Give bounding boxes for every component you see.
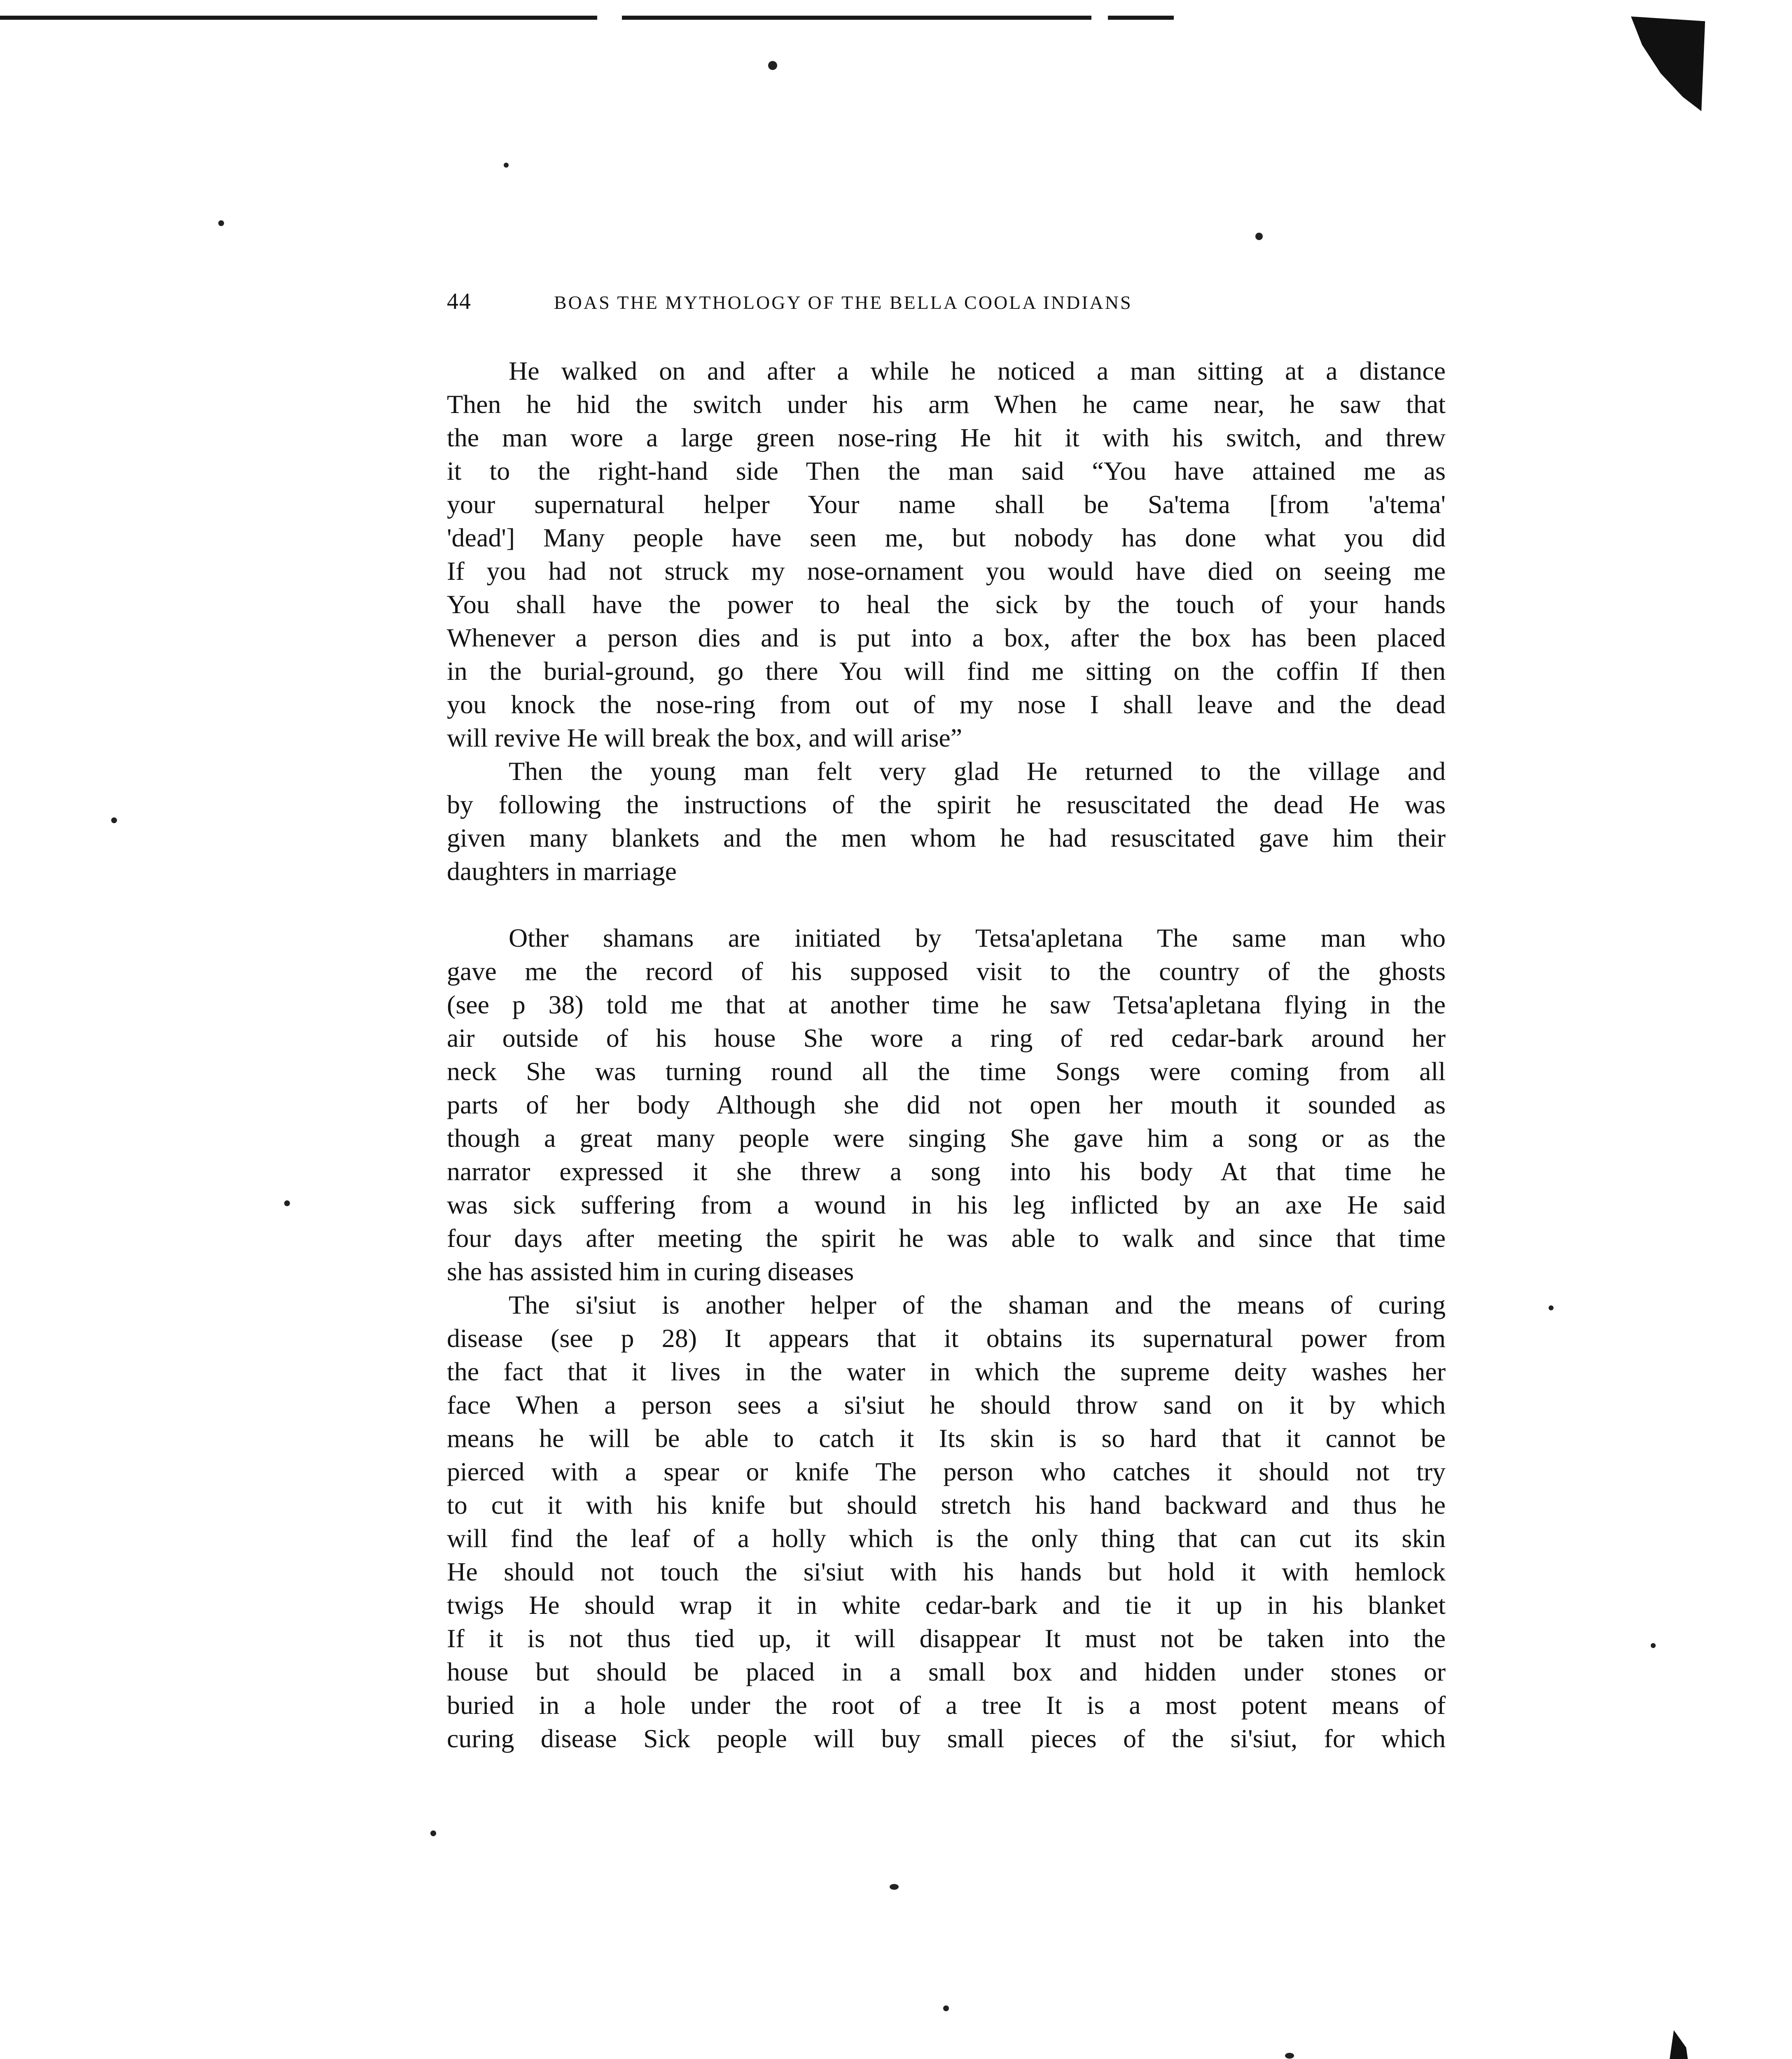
text-line: was sick suffering from a wound in his leg inflicted by an axe He said — [447, 1190, 1446, 1219]
text-line: Whenever a person dies and is put into a box, after the box has been placed — [447, 623, 1446, 652]
text-line: you knock the nose-ring from out of my nose I shall leave and the dead — [447, 690, 1446, 719]
scan-speck — [111, 817, 117, 823]
text-line: will find the leaf of a holly which is the only thing that can cut its skin — [447, 1524, 1446, 1553]
scan-speck — [1651, 1643, 1656, 1648]
scan-speck — [504, 163, 509, 168]
scan-speck — [284, 1200, 290, 1206]
scan-speck — [943, 2005, 949, 2011]
scan-speck — [890, 1884, 899, 1890]
section-gap — [447, 888, 1446, 921]
paragraph — [447, 754, 1446, 888]
scan-speck — [768, 61, 777, 70]
text-line: daughters in marriage — [447, 857, 677, 886]
text-line: parts of her body Although she did not open her mouth it sounded as — [447, 1090, 1446, 1119]
scan-speck — [1285, 2053, 1294, 2059]
text-line: means he will be able to catch it Its skin is so hard that it cannot be — [447, 1424, 1446, 1453]
text-line: The si'siut is another helper of the shaman and the means of curing — [509, 1290, 1446, 1319]
scan-speck — [1255, 233, 1263, 240]
running-title: BOAS THE MYTHOLOGY OF THE BELLA COOLA INDIANS — [554, 292, 1133, 313]
text-line: gave me the record of his supposed visit to the country of the ghosts — [447, 957, 1446, 986]
text-line: (see p 38) told me that at another time he saw Tetsa'apletana flying in the — [447, 990, 1446, 1019]
page-number: 44 — [447, 289, 472, 314]
scan-speck — [430, 1830, 436, 1836]
body-text — [447, 354, 1446, 1755]
text-line: twigs He should wrap it in white cedar-bark and tie it up in his blanket — [447, 1590, 1446, 1620]
text-line: in the burial-ground, go there You will find me sitting on the coffin If then — [447, 656, 1446, 686]
scan-corner-blot-bottom — [1652, 2030, 1701, 2059]
text-line: face When a person sees a si'siut he should throw sand on it by which — [447, 1390, 1446, 1419]
text-line: the man wore a large green nose-ring He hit it with his switch, and threw — [447, 423, 1446, 452]
text-line: buried in a hole under the root of a tree It is a most potent means of — [447, 1690, 1446, 1720]
text-line: to cut it with his knife but should stretch his hand backward and thus he — [447, 1490, 1446, 1520]
scan-corner-blot-top — [1631, 16, 1705, 111]
text-line: narrator expressed it she threw a song into his body At that time he — [447, 1157, 1446, 1186]
text-line: If you had not struck my nose-ornament you would have died on seeing me — [447, 556, 1446, 586]
scan-top-rule — [0, 16, 1174, 20]
scan-speck — [218, 220, 224, 226]
text-line: pierced with a spear or knife The person who catches it should not try — [447, 1457, 1446, 1486]
text-line: your supernatural helper Your name shall be Sa'tema [from 'a'tema' — [447, 490, 1446, 519]
text-line: four days after meeting the spirit he was able to walk and since that time — [447, 1223, 1446, 1253]
running-head — [447, 288, 1446, 325]
text-line: disease (see p 28) It appears that it obtains its supernatural power from — [447, 1324, 1446, 1353]
scan-rule-gap — [597, 16, 622, 20]
paragraph — [447, 1288, 1446, 1755]
text-line: will revive He will break the box, and will arise” — [447, 723, 963, 752]
text-line: 'dead'] Many people have seen me, but nobody has done what you did — [447, 523, 1446, 552]
text-line: by following the instructions of the spirit he resuscitated the dead He was — [447, 790, 1446, 819]
text-line: house but should be placed in a small box and hidden under stones or — [447, 1657, 1446, 1686]
document-page — [447, 288, 1446, 1755]
scan-rule-gap — [1091, 16, 1108, 20]
text-line: You shall have the power to heal the sick by the touch of your hands — [447, 590, 1446, 619]
text-line: though a great many people were singing She gave him a song or as the — [447, 1123, 1446, 1153]
text-line: He walked on and after a while he noticed a man sitting at a distance — [509, 356, 1446, 385]
paragraph — [447, 921, 1446, 1288]
text-line: given many blankets and the men whom he had resuscitated gave him their — [447, 823, 1446, 852]
text-line: it to the right-hand side Then the man said “You have attained me as — [447, 456, 1446, 486]
text-line: Other shamans are initiated by Tetsa'apletana The same man who — [509, 923, 1446, 952]
text-line: If it is not thus tied up, it will disappear It must not be taken into the — [447, 1624, 1446, 1653]
text-line: the fact that it lives in the water in which the supreme deity washes her — [447, 1357, 1446, 1386]
text-line: Then he hid the switch under his arm When he came near, he saw that — [447, 390, 1446, 419]
text-line: she has assisted him in curing diseases — [447, 1257, 854, 1286]
text-line: air outside of his house She wore a ring of red cedar-bark around her — [447, 1023, 1446, 1053]
text-line: He should not touch the si'siut with his hands but hold it with hemlock — [447, 1557, 1446, 1586]
text-line: Then the young man felt very glad He returned to the village and — [509, 756, 1446, 786]
paragraph — [447, 354, 1446, 754]
text-line: neck She was turning round all the time Songs were coming from all — [447, 1057, 1446, 1086]
scan-speck — [1549, 1305, 1554, 1310]
text-line: curing disease Sick people will buy small pieces of the si'siut, for which — [447, 1724, 1446, 1753]
